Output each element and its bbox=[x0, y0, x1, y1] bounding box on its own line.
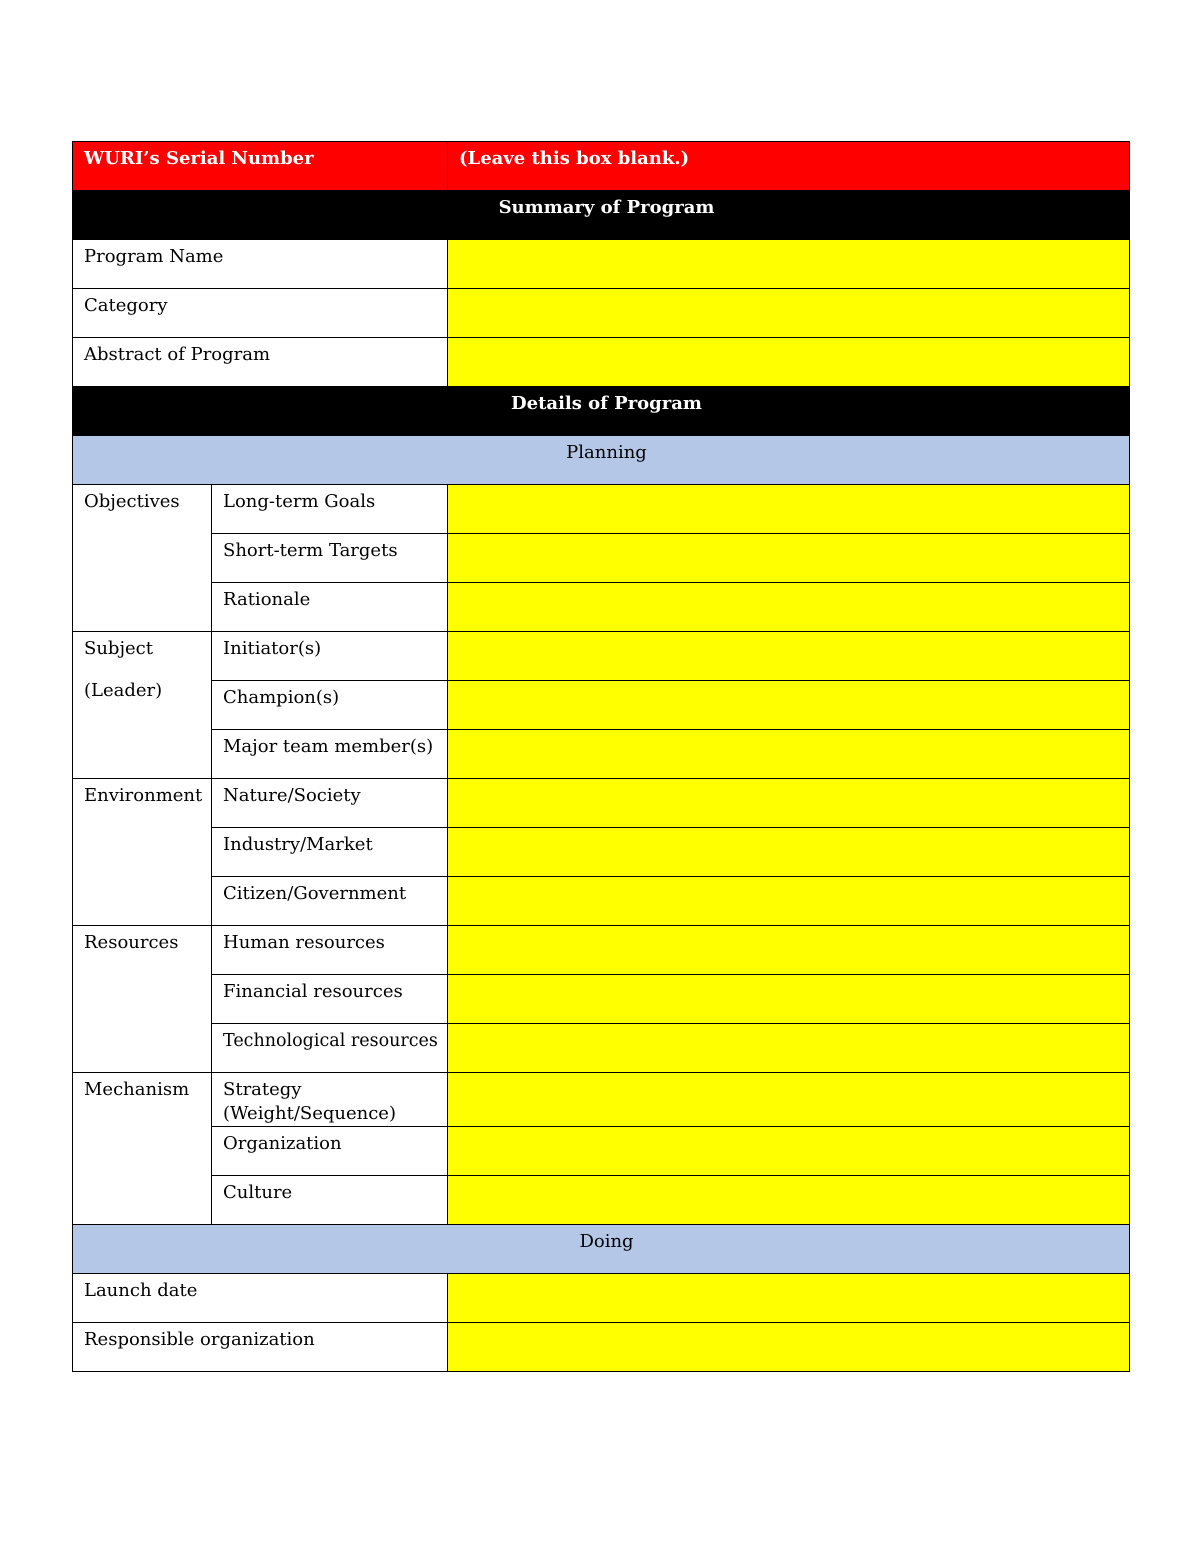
category-label: Category bbox=[73, 289, 448, 338]
resources-row-2 bbox=[73, 975, 1130, 1024]
mechanism-label: Mechanism bbox=[73, 1073, 212, 1225]
major-team-members-label: Major team member(s) bbox=[212, 730, 448, 779]
subject-row-2 bbox=[73, 681, 1130, 730]
program-name-field[interactable] bbox=[448, 240, 1130, 289]
long-term-goals-label: Long-term Goals bbox=[212, 485, 448, 534]
environment-label: Environment bbox=[73, 779, 212, 926]
abstract-label: Abstract of Program bbox=[73, 338, 448, 387]
category-row bbox=[73, 289, 1130, 338]
mechanism-row-2 bbox=[73, 1127, 1130, 1176]
short-term-targets-field[interactable] bbox=[448, 534, 1130, 583]
serial-number-row bbox=[73, 142, 1130, 191]
launch-date-label: Launch date bbox=[73, 1274, 448, 1323]
objectives-row-2 bbox=[73, 534, 1130, 583]
strategy-label: Strategy (Weight/Sequence) bbox=[212, 1073, 448, 1127]
responsible-organization-label: Responsible organization bbox=[73, 1323, 448, 1372]
champions-field[interactable] bbox=[448, 681, 1130, 730]
launch-date-row bbox=[73, 1274, 1130, 1323]
abstract-field[interactable] bbox=[448, 338, 1130, 387]
nature-society-field[interactable] bbox=[448, 779, 1130, 828]
human-resources-field[interactable] bbox=[448, 926, 1130, 975]
champions-label: Champion(s) bbox=[212, 681, 448, 730]
industry-market-field[interactable] bbox=[448, 828, 1130, 877]
launch-date-field[interactable] bbox=[448, 1274, 1130, 1323]
rationale-label: Rationale bbox=[212, 583, 448, 632]
responsible-organization-row bbox=[73, 1323, 1130, 1372]
technological-resources-field[interactable] bbox=[448, 1024, 1130, 1073]
short-term-targets-label: Short-term Targets bbox=[212, 534, 448, 583]
serial-number-label: WURI’s Serial Number bbox=[73, 142, 448, 191]
culture-field[interactable] bbox=[448, 1176, 1130, 1225]
subject-label-line1: Subject bbox=[84, 638, 153, 659]
environment-row-1 bbox=[73, 779, 1130, 828]
category-field[interactable] bbox=[448, 289, 1130, 338]
program-name-row bbox=[73, 240, 1130, 289]
initiators-label: Initiator(s) bbox=[212, 632, 448, 681]
subject-label bbox=[73, 632, 212, 779]
details-header-row bbox=[73, 387, 1130, 436]
nature-society-label: Nature/Society bbox=[212, 779, 448, 828]
abstract-row bbox=[73, 338, 1130, 387]
summary-header-row bbox=[73, 191, 1130, 240]
program-form-table bbox=[72, 141, 1130, 1372]
human-resources-label: Human resources bbox=[212, 926, 448, 975]
resources-label: Resources bbox=[73, 926, 212, 1073]
technological-resources-label: Technological resources bbox=[212, 1024, 448, 1073]
rationale-field[interactable] bbox=[448, 583, 1130, 632]
subject-label-line2: (Leader) bbox=[84, 680, 163, 701]
objectives-label: Objectives bbox=[73, 485, 212, 632]
subject-row-1 bbox=[73, 632, 1130, 681]
objectives-row-3 bbox=[73, 583, 1130, 632]
subject-row-3 bbox=[73, 730, 1130, 779]
planning-header-row bbox=[73, 436, 1130, 485]
citizen-government-field[interactable] bbox=[448, 877, 1130, 926]
doing-header-row bbox=[73, 1225, 1130, 1274]
serial-number-value: (Leave this box blank.) bbox=[448, 142, 1130, 191]
resources-row-3 bbox=[73, 1024, 1130, 1073]
objectives-row-1 bbox=[73, 485, 1130, 534]
responsible-organization-field[interactable] bbox=[448, 1323, 1130, 1372]
organization-field[interactable] bbox=[448, 1127, 1130, 1176]
long-term-goals-field[interactable] bbox=[448, 485, 1130, 534]
mechanism-row-3 bbox=[73, 1176, 1130, 1225]
financial-resources-label: Financial resources bbox=[212, 975, 448, 1024]
culture-label: Culture bbox=[212, 1176, 448, 1225]
resources-row-1 bbox=[73, 926, 1130, 975]
program-name-label: Program Name bbox=[73, 240, 448, 289]
planning-header: Planning bbox=[73, 436, 1130, 485]
strategy-field[interactable] bbox=[448, 1073, 1130, 1127]
environment-row-3 bbox=[73, 877, 1130, 926]
initiators-field[interactable] bbox=[448, 632, 1130, 681]
doing-header: Doing bbox=[73, 1225, 1130, 1274]
mechanism-row-1 bbox=[73, 1073, 1130, 1127]
environment-row-2 bbox=[73, 828, 1130, 877]
industry-market-label: Industry/Market bbox=[212, 828, 448, 877]
citizen-government-label: Citizen/Government bbox=[212, 877, 448, 926]
organization-label: Organization bbox=[212, 1127, 448, 1176]
financial-resources-field[interactable] bbox=[448, 975, 1130, 1024]
major-team-members-field[interactable] bbox=[448, 730, 1130, 779]
summary-header: Summary of Program bbox=[73, 191, 1130, 240]
details-header: Details of Program bbox=[73, 387, 1130, 436]
